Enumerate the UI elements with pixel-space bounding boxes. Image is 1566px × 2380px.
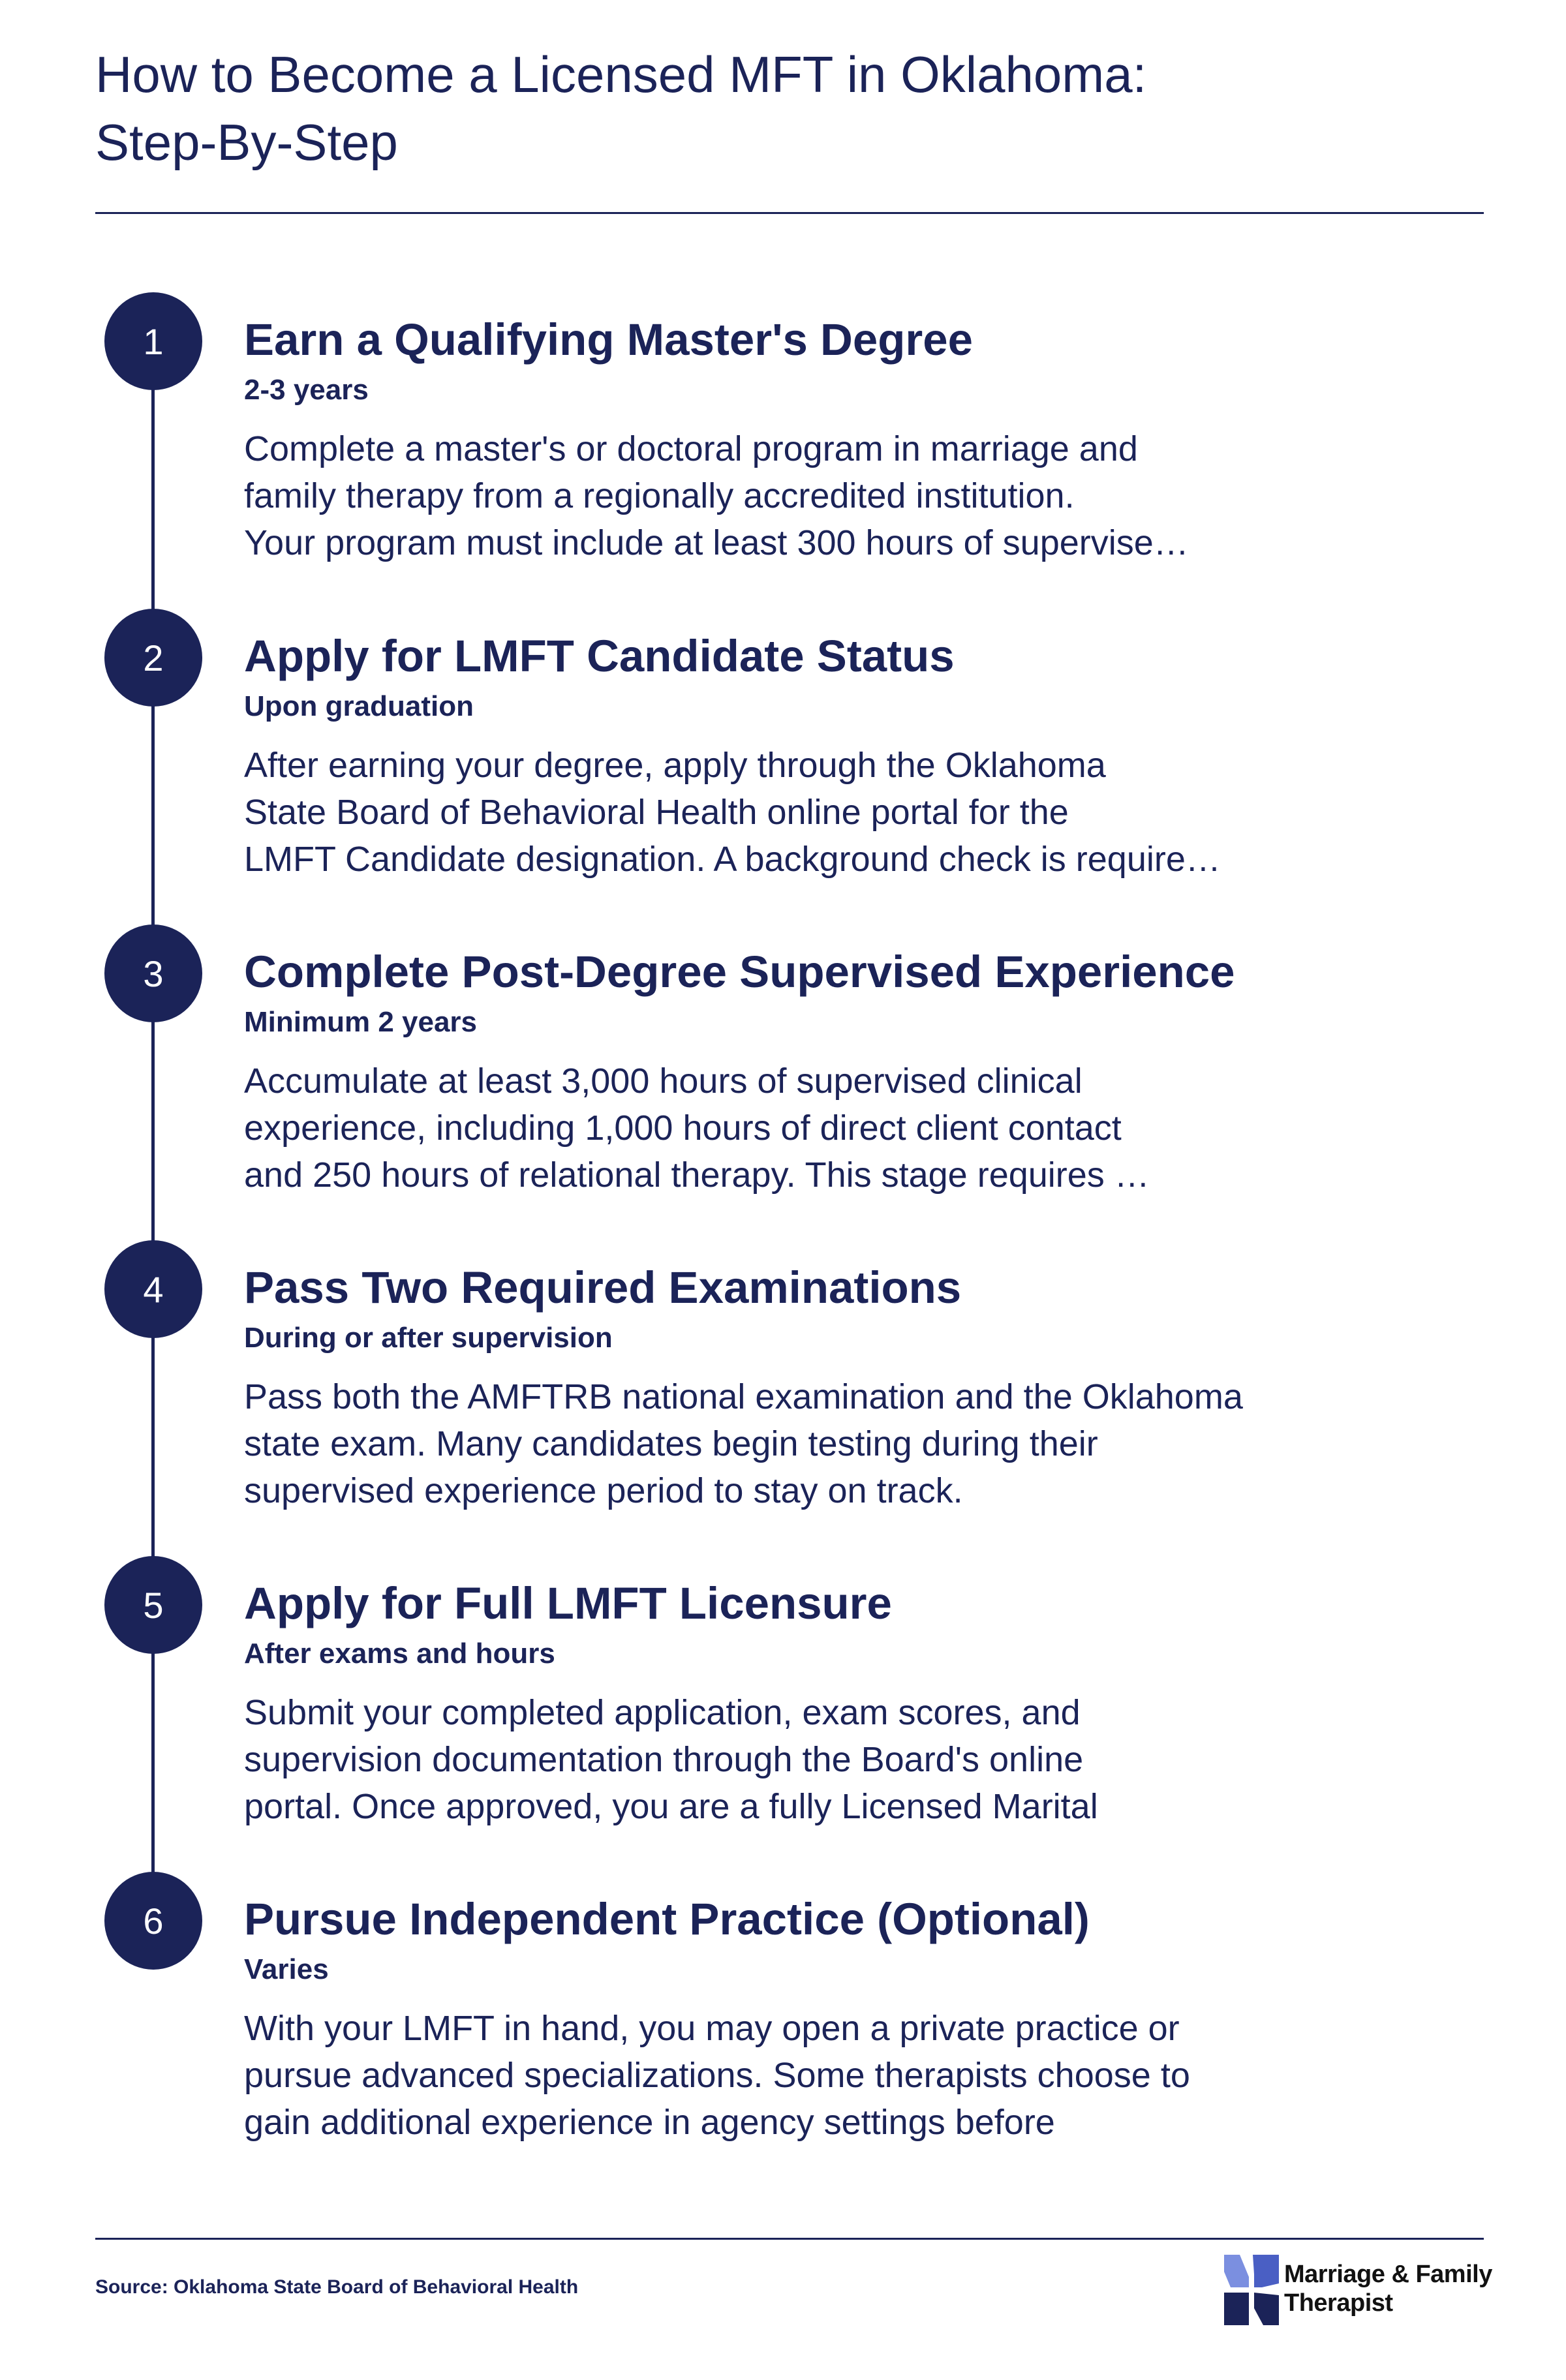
- page-title-line-1: How to Become a Licensed MFT in Oklahoma:: [95, 46, 1147, 103]
- step-6: [0, 1872, 1566, 2159]
- step-description-line: portal. Once approved, you are a fully Licensed Marital: [244, 1787, 1098, 1826]
- step-description-line: After earning your degree, apply through the Oklahoma: [244, 746, 1106, 785]
- page-title-line-2: Step-By-Step: [95, 114, 398, 171]
- step-description-line: Pass both the AMFTRB national examination and the Oklahoma: [244, 1377, 1243, 1416]
- step-description-line: family therapy from a regionally accredited institution.: [244, 476, 1075, 515]
- header-divider: [95, 212, 1484, 214]
- brand: [1224, 2255, 1492, 2333]
- step-description: [244, 1689, 1353, 1830]
- step-number-badge: 5: [104, 1556, 202, 1654]
- step-duration: After exams and hours: [244, 1638, 555, 1670]
- step-4: [0, 1240, 1566, 1527]
- step-5: [0, 1556, 1566, 1843]
- step-title: Pass Two Required Examinations: [244, 1262, 962, 1313]
- step-description-line: and 250 hours of relational therapy. This stage requires …: [244, 1155, 1150, 1195]
- brand-name-line-2: Therapist: [1284, 2289, 1393, 2317]
- step-number-badge: 2: [104, 609, 202, 707]
- step-description: [244, 2005, 1353, 2146]
- step-title: Earn a Qualifying Master's Degree: [244, 314, 973, 365]
- footer-divider: [95, 2238, 1484, 2240]
- step-description: [244, 1373, 1353, 1514]
- step-description-line: supervision documentation through the Board's online: [244, 1740, 1084, 1779]
- step-duration: 2-3 years: [244, 374, 369, 406]
- step-description-line: Submit your completed application, exam scores, and: [244, 1693, 1081, 1732]
- step-title: Apply for Full LMFT Licensure: [244, 1578, 892, 1628]
- step-duration: Minimum 2 years: [244, 1006, 478, 1038]
- step-description-line: Your program must include at least 300 hours of supervise…: [244, 523, 1189, 562]
- brand-name-line-1: Marriage & Family: [1284, 2261, 1492, 2288]
- step-2: [0, 609, 1566, 896]
- step-description-line: gain additional experience in agency settings before: [244, 2103, 1055, 2142]
- step-number-badge: 3: [104, 924, 202, 1022]
- step-number-badge: 4: [104, 1240, 202, 1338]
- step-title: Apply for LMFT Candidate Status: [244, 631, 955, 681]
- step-description-line: Complete a master's or doctoral program in marriage and: [244, 429, 1138, 468]
- brand-name: [1284, 2260, 1492, 2317]
- step-description-line: experience, including 1,000 hours of direct client contact: [244, 1108, 1122, 1148]
- step-description-line: supervised experience period to stay on track.: [244, 1471, 963, 1510]
- step-description-line: state exam. Many candidates begin testing during their: [244, 1424, 1098, 1463]
- step-description: [244, 425, 1353, 566]
- step-description: [244, 742, 1353, 883]
- step-description: [244, 1058, 1353, 1198]
- step-description-line: With your LMFT in hand, you may open a private practice or: [244, 2009, 1180, 2048]
- step-duration: During or after supervision: [244, 1322, 613, 1354]
- step-number-badge: 1: [104, 292, 202, 390]
- step-description-line: Accumulate at least 3,000 hours of supervised clinical: [244, 1061, 1082, 1101]
- step-duration: Varies: [244, 1953, 329, 1985]
- step-3: [0, 924, 1566, 1212]
- step-number-badge: 6: [104, 1872, 202, 1970]
- step-title: Complete Post-Degree Supervised Experience: [244, 947, 1235, 997]
- step-duration: Upon graduation: [244, 690, 474, 722]
- step-1: [0, 292, 1566, 579]
- step-description-line: State Board of Behavioral Health online portal for the: [244, 793, 1069, 832]
- step-title: Pursue Independent Practice (Optional): [244, 1894, 1090, 1944]
- source-note: Source: Oklahoma State Board of Behavioral Health: [95, 2276, 579, 2298]
- step-description-line: pursue advanced specializations. Some therapists choose to: [244, 2056, 1190, 2095]
- marriage-family-therapist-logo-icon: [1224, 2255, 1279, 2327]
- page-title: [95, 40, 1466, 176]
- step-description-line: LMFT Candidate designation. A background check is require…: [244, 840, 1221, 879]
